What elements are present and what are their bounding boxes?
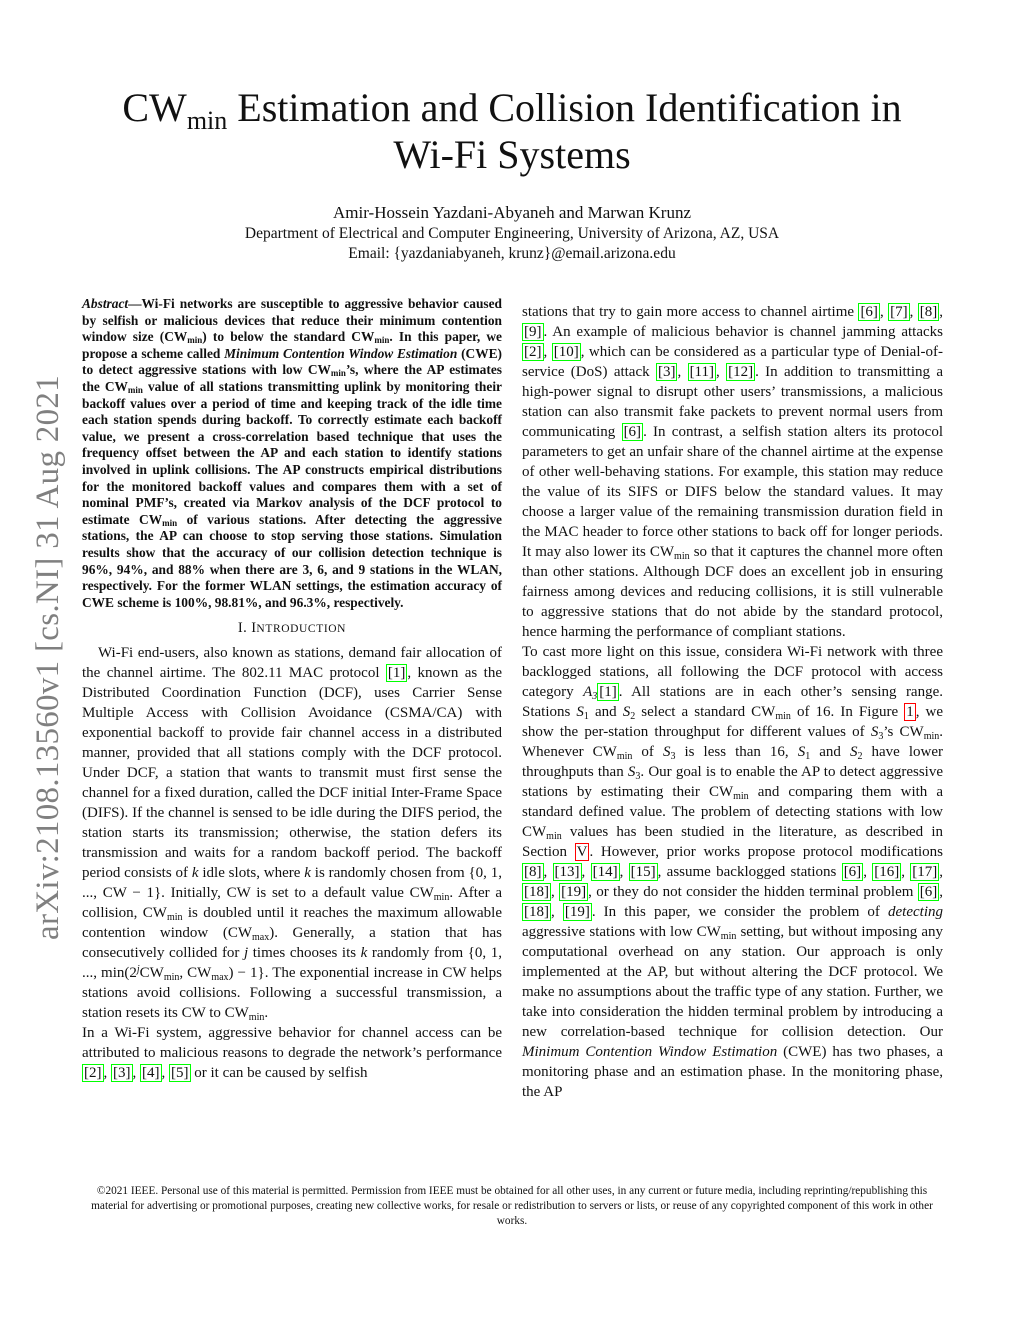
citation-link[interactable]: [6]	[919, 884, 938, 900]
figure-link[interactable]: 1	[906, 704, 914, 720]
citation-link[interactable]: [15]	[630, 864, 656, 880]
citation-link[interactable]: [6]	[843, 864, 862, 880]
citation-link[interactable]: [1]	[387, 665, 406, 682]
citation-link[interactable]: [18]	[524, 884, 549, 900]
citation-link[interactable]: [3]	[113, 1065, 131, 1082]
copyright-notice: ©2021 IEEE. Personal use of this material is permitted. Permission from IEEE must be obtained for all other uses, in any current or future media, including reprinting/republishing this material for advertising or promotional purposes, creating new collective works, for resale or redistribution to servers or lists, or reuse of any copyrighted component of this work in other works.	[91, 1185, 933, 1227]
citation-link[interactable]: [2]	[524, 344, 542, 360]
author-list: Amir-Hossein Yazdani-Abyaneh and Marwan Krunz	[333, 203, 691, 222]
citation-link[interactable]: [16]	[874, 864, 900, 880]
affiliation: Department of Electrical and Computer Engineering, University of Arizona, AZ, USA	[244, 225, 780, 242]
arxiv-sidebar-stamp: arXiv:2108.13560v1 [cs.NI] 31 Aug 2021	[30, 374, 66, 940]
citation-link[interactable]: [11]	[689, 364, 714, 380]
citation-link[interactable]: [6]	[623, 424, 642, 440]
citation-link[interactable]: [5]	[171, 1065, 189, 1082]
paper-title: $CW_{min}$ Estimation and Collision Identification in Wi-Fi Systems	[122, 85, 902, 177]
intro-paragraph-3: To cast more light on this issue, considera Wi-Fi network with three backlogged stations, all following the DCF protocol with access category $A_3$ [1] . All stations are in each other’s sensing range. Stations $S_1$ and $S_2$ select a standard $CW_{min}$ of 16. In Figure 1 , we show the per-station throughput for different values of $S_3’s$ $CW_{min}$. Whenever $CW_{min}$ of $S_3$ is less than 16, $S_1$ and $S_2$ have lower throughputs than $S_3$. Our goal is to enable the AP to detect aggressive stations by estimating their $CW_{min}$ and comparing them with a standard defined value. The problem of detecting stations with low $CW_{min}$ values has been studied in the literature, as described in Section V . However, prior works propose protocol modifications [8] , [13] , [14] , [15] , assume backlogged stations [6] , [16] , [17] , [18] , [19] , or they do not consider the hidden terminal problem [6] , [18] , [19] . In this paper, we consider the problem of detecting aggressive stations with low $CW_{min}$ setting, but without imposing any computational overhead on any station. Our approach is only implemented at the AP, but without altering the DCF protocol. We make no assumptions about the traffic type of any station. Further, we take into consideration the hidden terminal problem by introducing a new correlation-based technique for collision detection. Our Minimum Contention Window Estimation (CWE) has two phases, a monitoring phase and an estimation phase. In the monitoring phase, the AP	[522, 644, 944, 1100]
citation-link[interactable]: [13]	[554, 864, 580, 880]
abstract: Abstract—Wi-Fi networks are susceptible to aggressive behavior caused by selfish or malicious devices that reduce their minimum contention window size $(CW_{min})$ to below the standard $CW_{min}$. In this paper, we propose a scheme called Minimum Contention Window Estimation (CWE) to detect aggressive stations with low $CW_{min}’s$, where the AP estimates the $CW_{min}$ value of all stations transmitting uplink by monitoring their backoff values over a period of time and keeping track of the idle time each station spends during backoff. To correctly estimate each backoff value, we present a cross-correlation based technique that uses the frequency offset between the AP and each station to identify stations involved in uplink collisions. The AP constructs empirical distributions for the monitored backoff values and compares them with a set of nominal PMF’s, created via Markov analysis of the DCF protocol to estimate $CW_{min}$ of various stations. After detecting the aggressive stations, the AP can choose to stop serving those stations. Simulation results show that the accuracy of our collision detection technique is 96%, 94%, and 88% when there are 3, 6, and 9 stations in the WLAN, respectively. For the former WLAN settings, the estimation accuracy of CWE scheme is 100%, 98.81%, and 96.3%, respectively.	[82, 296, 502, 610]
citation-link[interactable]: [19]	[564, 904, 590, 920]
intro-paragraph-2-cont: stations that try to gain more access to channel airtime [6] , [7] , [8] , [9] . An example of malicious behavior is channel jamming attacks [2] , [10] , which can be considered as a particular type of Denial-of-service (DoS) attack [3] , [11] , [12] . In addition to transmitting a high-power signal to disrupt other users’ transmissions, a malicious station can also transmit fake packets to prevent normal users from communicating [6] . In contrast, a selfish station alters its protocol parameters to get an unfair share of the channel airtime at the expense of other well-behaving stations. For example, this station may reduce the value of its SIFS or DIFS below the standard values. It may choose a larger value of the remaining transmission duration field in the MAC header to force other stations to back off for longer periods. It may also lower its $CW_{min}$ so that it captures the channel more often than other stations. Although DCF does an excellent job in ensuring fairness among devices and reducing collisions, it is still vulnerable to aggressive stations that do not abide by the standard protocol, hence harming the performance of compliant stations.	[522, 304, 944, 640]
citation-link[interactable]: [1]	[599, 684, 617, 700]
citation-link[interactable]: [14]	[592, 864, 618, 880]
citation-link[interactable]: [19]	[561, 884, 587, 900]
citation-link[interactable]: [7]	[890, 304, 908, 320]
section-heading-introduction: I. INTRODUCTION	[237, 620, 347, 637]
citation-link[interactable]: [8]	[524, 864, 542, 880]
author-email: Email: {yazdaniabyaneh, krunz}@email.arizona.edu	[348, 245, 676, 262]
left-column	[82, 296, 502, 1083]
citation-link[interactable]: [6]	[860, 304, 878, 320]
intro-paragraph-2: In a Wi-Fi system, aggressive behavior for channel access can be attributed to malicious reasons to degrade the network’s performance [2] , [3] , [4] , [5] or it can be caused by selfish	[82, 1025, 502, 1082]
citation-link[interactable]: [3]	[657, 364, 676, 380]
citation-link[interactable]: [18]	[524, 904, 549, 920]
citation-link[interactable]: [10]	[553, 344, 579, 360]
citation-link[interactable]: [17]	[912, 864, 938, 880]
citation-link[interactable]: [4]	[142, 1065, 160, 1082]
citation-link[interactable]: [8]	[919, 304, 938, 320]
citation-link[interactable]: [9]	[524, 324, 542, 340]
right-column	[522, 302, 943, 1102]
section-link[interactable]: V	[576, 844, 588, 860]
citation-link[interactable]: [2]	[84, 1065, 102, 1082]
intro-paragraph-1: Wi-Fi end-users, also known as stations, demand fair allocation of the channel airtime. The 802.11 MAC protocol [1] , known as the Distributed Coordination Function (DCF), uses Carrier Sense Multiple Access with Collision Avoidance (CSMA/CA) with exponential backoff to provide fair channel access in a distributed manner, provided that all stations comply with the DCF protocol. Under DCF, a station that wants to transmit must first sense the channel for a fixed duration, called the DCF initial Inter-Frame Space (DIFS). If the channel is sensed to be idle during the DIFS period, the station starts its transmission; otherwise, the station defers its transmission and waits for a random backoff period. The backoff period consists of k idle slots, where k is randomly chosen from {0, 1, ..., CW − 1}. Initially, CW is set to a default value $CW_{min}$. After a collision, $CW_{min}$ is doubled until it reaches the maximum allowable contention window $(CW_{max})$. Generally, a station that has consecutively collided for j times chooses its k randomly from {0, 1, ..., $\min(2^jCW_{min}$, $CW_{max}) - 1$}. The exponential increase in CW helps stations avoid collisions. Following a successful transmission, a station resets its CW to $CW_{min}$.	[82, 645, 503, 1024]
citation-link[interactable]: [12]	[728, 364, 754, 380]
